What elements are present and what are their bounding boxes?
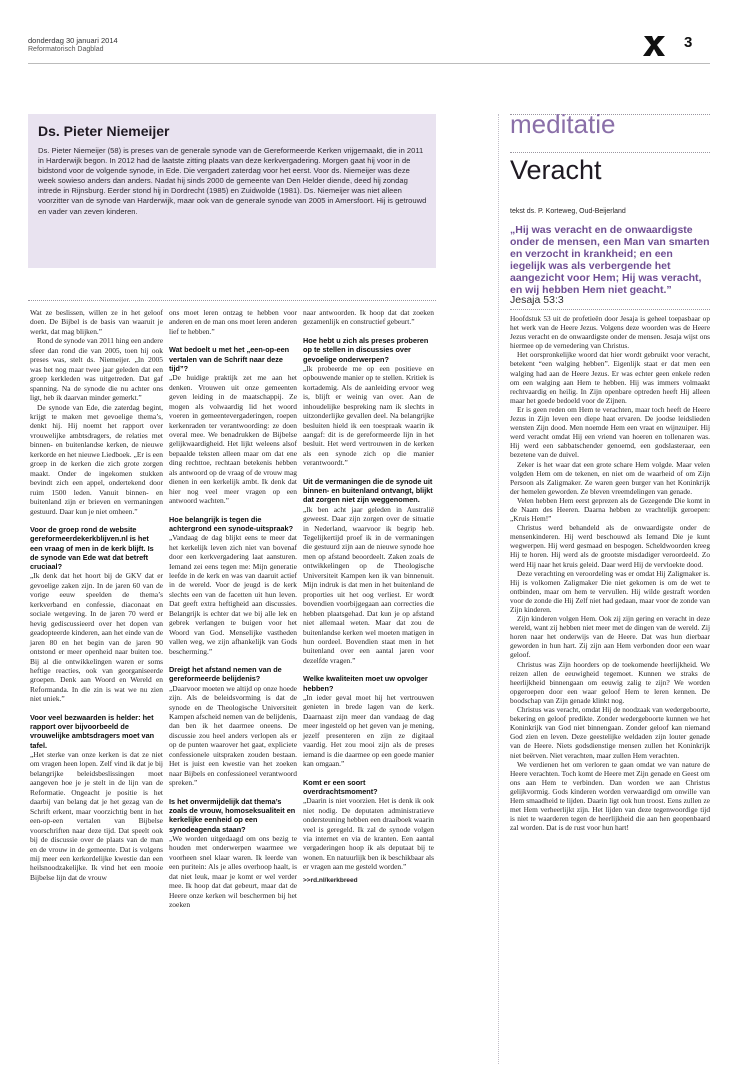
paragraph: Velen hebben Hem eerst geprezen als de Gezegende Die komt in de Naam des Heeren. Daarna hebben ze vrachtelijk geroepen: „Kruis Hem!” xyxy=(510,495,710,524)
subheading: Hoe belangrijk is tegen die achtergrond een synode-uitspraak? xyxy=(169,514,294,533)
article-column-1 xyxy=(30,308,163,882)
meditation-divider xyxy=(498,114,499,1064)
paragraph: We verdienen het om verloren te gaan omdat we van nature de Heere verachten. Toch komt de Heere met Zijn genade en Geest om ons aan Hem te verbinden. Dan worden we aan Christus gelijkvormig. Gods kinderen worden verwaardigd om onwille van Hem smaadheid te lijden. Daarin ligt ook hun troost. Eens zullen ze met Hem verheerlijkt zijn. Het lijden van deze tegenwoordige tijd is niet te waarderen tegen de heerlijkheid die aan hen geopenbaard zal worden. Dat is de rust voor hun hart! xyxy=(510,759,710,833)
section-label: meditatie xyxy=(510,109,616,139)
bible-reference: Jesaja 53:3 xyxy=(510,294,564,306)
page-number: 3 xyxy=(684,34,693,51)
paragraph: Christus was Zijn hoorders op de toekomende heerlijkheid. We reizen allen de eeuwigheid tegemoet. Kunnen we straks de heerlijkheid binnengaan om eeuwig zalig te zijn? We worden opgeroepen door een waar geloof Hem te leren kennen. De boodschap van Zijn genade klinkt nog. xyxy=(510,659,710,705)
meditation-text-column xyxy=(510,314,710,832)
subheading: Dreigt het afstand nemen van de gereformeerde belijdenis? xyxy=(169,665,282,684)
web-link[interactable]: >>rd.nl/kerkbreed xyxy=(303,876,358,884)
quote-rule xyxy=(510,309,710,310)
bible-quote: „Hij was veracht en de onwaardigste onder de mensen, een Man van smarten en verzocht in krankheid; en een iegelijk was als verbergende het aangezicht voor Hem; Hij was veracht, en wij hebben Hem niet geacht.” xyxy=(510,224,710,296)
paragraph: „De huidige praktijk zet me aan het denken. Vrouwen uit onze gemeenten geven leiding in de maatschappij. Ze mogen als volwaardig lid het woord voeren in gemeentevergaderingen, roepen kerkenraden ter verantwoording: ze doen overal mee. We benadrukken de Bijbelse gelijkwaardigheid. Het lijkt weleens alsof bepaalde teksten alleen maar om dat ene ding rechttoe, rechtaan betekenis hebben als antwoord op de vraag of de vrouw mag dienen in een kerkelijk ambt. Ik denk dat hier nog veel meer vragen op een antwoord wachten.” xyxy=(169,373,297,506)
subheading: Hoe hebt u zich als preses proberen op te stellen in discussies over gevoelige onderwerpen? xyxy=(303,335,429,364)
paragraph: „Ik ben acht jaar geleden in Australië geweest. Daar zijn zorgen over de situatie in Nederland, waarvoor ik begrip heb. Tegelijkertijd proef ik in de vermaningen die gestuurd zijn aan de nieuwe synode hoe men op afstand beoordeelt. Zaken zoals de ontwikkelingen op de Theologische Universiteit Kampen ken ik van binnenuit. Mijn indruk is dat men in het buitenland de proporties uit het oog verliest. Er wordt bovendien voorbijgegaan aan correcties die hebben plaatsgehad. Dat kun je op afstand niet allemaal weten. Maar dat zou de buitenlandse kerken wel moeten matigen in hun oordeel. Bovendien staat men in het buitenland over een aantal jaren voor dezelfde vragen.” xyxy=(303,504,434,665)
page-header xyxy=(28,36,710,60)
paragraph: „Het sterke van onze kerken is dat ze niet om vragen heen lopen. Zelf vind ik dat je bij belangrijke beleidsbeslissingen moet aangeven hoe je je stelt in de lijn van de Reformatie. Ongeacht je positie is het daarbij van belang dat je het gezag van de Schrift erkent, maar voorzichtig bent in het een-op-een vertalen van Bijbelse voorschriften naar deze tijd. Dat speelt ook bij de discussie over de plaats van de man en de vrouw in de gemeente. Dat is volgens mij meer een kerkordelijke kwestie dan een heilsnoodzakelijke. Ik vind het een mooie Bijbelse lijn dat de vrouw xyxy=(30,749,163,882)
meditation-rule xyxy=(510,152,710,153)
logo-icon xyxy=(641,32,667,58)
paragraph: Wat ze beslissen, willen ze in het geloof doen. De Bijbel is de basis van waaruit je werkt, dat mag blijken.” xyxy=(30,308,163,336)
article-column-2 xyxy=(169,308,297,909)
paragraph: Christus werd behandeld als de onwaardigste onder de mensenkinderen. Hij werd beschouwd als Iemand Die je kunt wegwerpen. Hij werd gesmaad en bespogen. Scheldwoorden kreeg Hij te horen. Hij werd als de grootste misdadiger veroordeeld. Zo werd Hij naar het kruis geleid. Daar werd Hij de vervloekte dood. xyxy=(510,523,710,569)
article-column-3 xyxy=(303,308,434,885)
subheading: Voor veel bezwaarden is helder: het rapport over bijvoorbeeld de vrouwelijke ambtsdragers moet van tafel. xyxy=(30,712,155,750)
date-label: donderdag 30 januari 2014 xyxy=(28,36,118,45)
paragraph: „Ik denk dat het hoort bij de GKV dat er gevoelige zaken zijn. In de jaren 60 van de vorige eeuw speelden de thema’s kerkverband en confessie, diaconaat en sociale wetgeving. In de jaren 70 werd er hevig gediscussieerd over het dopen van geadopteerde kinderen, aan het einde van de jaren 80 en het begin van de jaren 90 ontstond er meer openheid naar buiten toe. Bij al die ontwikkelingen waren er soms heftige reacties, ook van georganiseerde groepen. Denk aan Woord en Wereld en Reformanda. In die zin is wat we nu zien niet uniek.” xyxy=(30,571,163,704)
paragraph: De synode van Ede, die zaterdag begint, krijgt te maken met gevoelige thema’s, denkt hij. Hij noemt het rapport over vrouwelijke ambtsdragers, de relaties met binnen- en buitenlandse kerken, de nieuwe kerkorde en het nieuwe Liedboek. „Er is een groep in de kerken die zich grote zorgen maakt. Onder de ingekomen stukken bevindt zich een appel, ondertekend door ruim 1500 leden. Vanuit binnen- en buitenland zijn er brieven en vermaningen gestuurd. Daar kun je niet omheen.” xyxy=(30,402,163,516)
bio-title: Ds. Pieter Niemeijer xyxy=(38,123,170,139)
paragraph: naar antwoorden. Ik hoop dat dat zoeken gezamenlijk en constructief gebeurt.” xyxy=(303,308,434,327)
paragraph: Zeker is het waar dat een grote schare Hem volgde. Maar velen volgden Hem om de tekenen, en niet om de waarheid of om Zijn Persoon als Zaligmaker. Ze waren geen burger van het Koninkrijk der hemelen geworden. Ze bleven vreemdelingen van genade. xyxy=(510,459,710,496)
paragraph: Zijn kinderen volgen Hem. Ook zij zijn gering en veracht in deze wereld, want zij hebben niet meer met de dingen van de wereld. Zij horen naar het onderwijs van de Heere. Dat was hun dierbaar geworden in hun hart. Zij zijn aan Hem verbonden door een waar geloof. xyxy=(510,614,710,660)
subheading: Uit de vermaningen die de synode uit binnen- en buitenland ontvangt, blijkt dat zorgen niet zijn weggenomen. xyxy=(303,476,433,505)
meditation-author: tekst ds. P. Korteweg, Oud-Beijerland xyxy=(510,208,626,215)
subheading: Voor de groep rond de website gereformeerdekerkblijven.nl is het een vraag of men in de kerk blijft. Is de synode van Ede wat dat betreft cruciaal? xyxy=(30,524,154,572)
paragraph: Het oorspronkelijke woord dat hier wordt gebruikt voor veracht, betekent “een walging hebben”. Eigenlijk staat er dat men een walging had aan de Heere Jezus. Er was echter geen enkele reden om een walging aan Hem te hebben. Hij was immers volmaakt rechtvaardig en heilig. In Zijn openbare optreden heeft Hij alleen maar het goede bedoeld voor de Zijnen. xyxy=(510,350,710,405)
subheading: Welke kwaliteiten moet uw opvolger hebben? xyxy=(303,674,428,693)
paragraph: Rond de synode van 2011 hing een andere sfeer dan rond die van 2005, toen hij ook preses was, stelt ds. Niemeijer. „In 2005 was het nog maar twee jaar geleden dat een groep kerkleden was uitgetreden. Dat gaf spanning. Na de synode die nu achter ons ligt, heb ik daarvan minder gemerkt.” xyxy=(30,336,163,403)
meditation-title: Veracht xyxy=(510,155,602,185)
paragraph: ons moet leren ontzag te hebben voor anderen en de man ons moet leren anderen lief te hebben.” xyxy=(169,308,297,336)
paragraph: „We worden uitgedaagd om ons bezig te houden met onderwerpen waarmee we voorheen snel klaar waren. Ik leerde van een puritein: Als je alles overhoop haalt, is dat niet leuk, maar je komt er wel verder mee. Ik hoop dat dat gebeurt, maar dat de Heere onze kerken wil beschermen bij het zoeken xyxy=(169,833,297,910)
bio-box xyxy=(28,114,436,268)
subheading: Komt er een soort overdrachtsmoment? xyxy=(303,777,378,796)
paragraph: „In ieder geval moet hij het vertrouwen genieten in brede lagen van de kerk. Daarnaast zijn meer dan vandaag de dag meer ingesteld op het geven van je mening, jezelf presenteren en zijn ze digitaal vaardig. Het zou mooi zijn als de preses iemand is die daarmee op een goede manier kan omgaan.” xyxy=(303,692,434,769)
paragraph: Christus was veracht, omdat Hij de noodzaak van wedergeboorte, bekering en geloof predikte. Zonder wedergeboorte kunnen we het Koninkrijk van God niet binnengaan. Zonder geloof kan niemand God zien en leven. Deze geestelijke weldaden zijn louter genade van de Heere. Niets godsdienstige mensen zullen het Koninkrijk niet beërven. Niet verachten, maar zullen Hem verachten. xyxy=(510,705,710,760)
paragraph: Deze verachting en veroordeling was er omdat Hij Zaligmaker is. Hij is volkomen Zaligmaker Die niet gekomen is om de wet te ontbinden, maar om hem te vervullen. Hij wilde gestraft worden voor de zonde die Hij Zelf niet had gedaan, maar voor de zonde van Zijn kinderen. xyxy=(510,568,710,614)
paragraph: Er is geen reden om Hem te verachten, maar toch heeft de Heere Jezus in Zijn leven een diepe haat ervaren. De joodse leidslieden wensten Zijn dood. Men noemde Hem een vraat en wijnzuiper. Hij werd veracht omdat Hij een vriend van hoeren en tollenaren was. Hij werd een sabbatschender genoemd, een godslasteraar, een bezetene van de duivel. xyxy=(510,404,710,460)
paragraph: Hoofdstuk 53 uit de profetieën door Jesaja is geheel toepasbaar op het werk van de Heere Jezus. Volgens deze woorden was de Heere Jezus veracht en de onwaardigste onder de mensen. Jesaja wijst ons hiermee op de vernedering van Christus. xyxy=(510,314,710,351)
article-top-rule xyxy=(28,300,436,301)
bio-text: Ds. Pieter Niemeijer (58) is preses van de generale synode van de Gereformeerde Kerken vrijgemaakt, die in 2011 in Harderwijk begon. In 2012 had de laatste zitting plaats van deze kerkvergadering. Morgen gaat hij voor in de bidstond voor de volgende synode, in Ede. Die vergadert zaterdag voor het eerst. Voor ds. Niemeijer was deze week sowieso anders dan anders. Nadat hij sinds 2000 de gemeente van Den Helder diende, deed hij zondag intrede in Rijnsburg. Eerder stond hij in Dordrecht (1985) en Zuidwolde (1981). Ds. Niemeijer was niet alleen voorzitter van de synode van Harderwijk, maar ook van de generale synode van 2005 in Amersfoort. Hij is getrouwd en vader van zeven kinderen. xyxy=(38,146,427,216)
header-rule xyxy=(28,63,710,64)
subheading: Wat bedoelt u met het „een-op-een vertalen van de Schrift naar deze tijd”? xyxy=(169,345,290,373)
newspaper-name: Reformatorisch Dagblad xyxy=(28,46,104,53)
subheading: Is het onvermijdelijk dat thema’s zoals de vrouw, homoseksualiteit en kerkelijke eenheid op een synodeagenda staan? xyxy=(169,796,296,834)
paragraph: „Vandaag de dag blijkt eens te meer dat het kerkelijk leven zich niet van bovenaf door een kerkvergadering laat aansturen. Iemand zei eens tegen me: Mijn generatie leefde in de kerk en was van daaruit actief in de wereld. Voor de jeugd is de kerk slechts een van de facetten uit hun leven. Dat geeft extra heftigheid aan discussies. Belangrijk is echter dat we bij alle lek en gebrek verlangen te buigen voor het Woord van God. Menselijke vastheden vallen weg, we zijn afhankelijk van Gods bescherming.” xyxy=(169,533,297,656)
paragraph: „Daarvoor moeten we altijd op onze hoede zijn. Als de beleidsvorming is dat de synode en de Theologische Universiteit Kampen afscheid nemen van de belijdenis, dan ben ik het daarmee oneens. De discussie zou heel anders verlopen als er op de punten waarover het gaat, expliciete confessionele uitspraken zouden bestaan. Het is juist een kwestie van het zoeken naar Bijbels en confessioneel verantwoord spreken.” xyxy=(169,683,297,788)
paragraph: „Daarin is niet voorzien. Het is denk ik ook niet nodig. De deputaten administratieve ondersteuning hebben een draaiboek waarin veel is geregeld. Ik zal de synode volgen via internet en via de kranten. Een aantal vergaderingen hoop ik als deputaat bij te wonen. En natuurlijk ben ik beschikbaar als er vragen aan me gesteld worden.” xyxy=(303,796,434,872)
paragraph: „Ik probeerde me op een positieve en opbouwende manier op te stellen. Kritiek is kortademig. Als de aanleiding ervoor weg is, blijft er weinig van over. Aan de inhoudelijke bespreking nam ik slechts in uitzonderlijke gevallen deel. Na belangrijke besluiten hield ik een toespraak waarin ik aangaf: dit is de gereformeerde lijn in het besluit. Het werd vertrouwen in de kerken als een synode zich op die manier verantwoordt.” xyxy=(303,363,434,468)
